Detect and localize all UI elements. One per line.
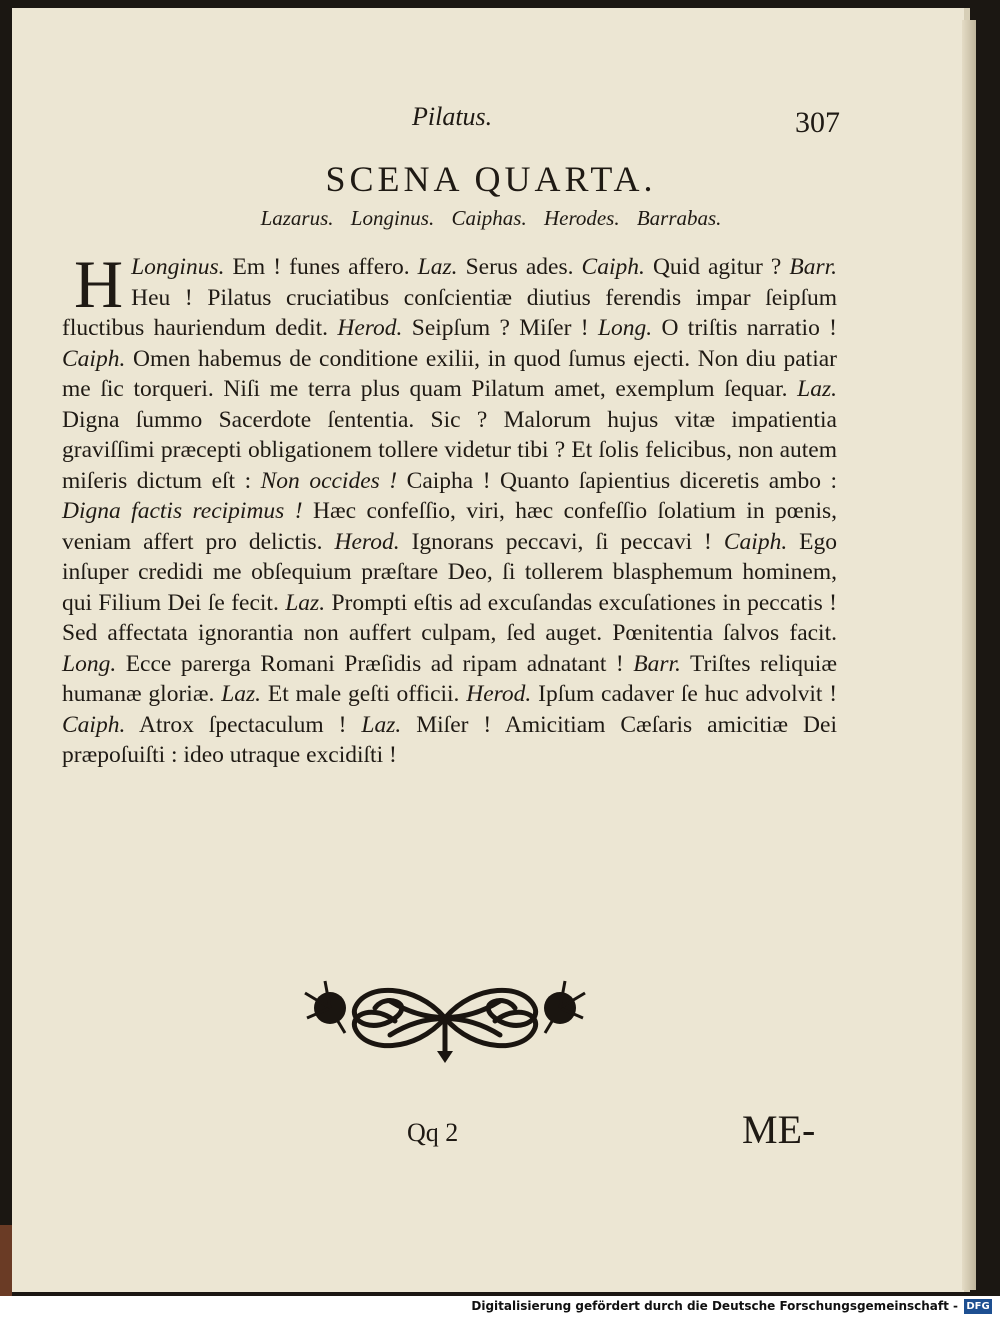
speaker-label: Laz. [797,376,837,402]
speech: Omen habemus de conditione exilii, in quod ſumus ejecti. Non diu patiar me ſic torqueri. Niſi me terra plus quam Pilatum amet, exemplum ſequar. [62,345,837,402]
funding-note: Digitalisierung gefördert durch die Deutsche Forschungsgemeinschaft - [471,1299,958,1313]
speech: Ipſum cadaver ſe huc advolvit ! [538,681,838,707]
speech: O triſtis narratio ! [661,315,838,341]
speaker-label: Caiph. [62,345,126,372]
quotation: Digna factis recipimus ! [62,498,303,524]
speaker-label: Herod. [337,315,403,341]
speaker-label: Longinus. [131,254,225,280]
printers-ornament [295,963,595,1073]
speaker-label: Herod. [334,528,400,555]
speech: Digna ſummo Sacerdote ſententia. Sic ? Malorum hujus vitæ impatientia graviſſimi præcepti obligationem tollere videtur tibi ? Et ſolis felicibus, non autem miſeris dictum eſt : [62,406,837,494]
speech: Ego inſuper credidi me obſequium præſtare Deo, ſi tollerem blasphemum hominem, qui Filium Dei ſe fecit. [62,528,838,616]
speech: Et male geſti officii. [267,681,460,707]
speaker-label: Caiph. [723,528,788,555]
speech: Ecce parerga Romani Præſidis ad ripam adnatant ! [125,650,624,677]
signature-mark: Qq 2 [407,1118,459,1147]
dramatis-personae: Lazarus. Longinus. Caiphas. Herodes. Barrabas. [260,206,722,230]
book-page [12,8,970,1292]
speech: Miſer ! Amicitiam Cæſaris amicitiæ Dei præpoſuiſti : ideo utraque excidiſti ! [62,711,837,768]
speech: Quid agitur ? [652,254,782,280]
drop-capital: H [74,246,124,322]
speaker-label: Long. [62,650,117,677]
speech: Caipha ! Quanto ſapientius diceretis ambo : [406,467,838,494]
speech: Hæc confeſſio, viri, hæc confeſſio ſolatium in pœnis, veniam affert pro delictis. [62,498,838,555]
page-edge [962,20,976,1290]
dfg-logo-icon: DFG [964,1299,992,1314]
speech: Triſtes reliquiæ humanæ gloriæ. [62,650,837,707]
speech: Em ! funes affero. [232,254,410,280]
dialogue-text [62,246,838,771]
speaker-label: Herod. [466,681,532,707]
speech: Ignorans peccavi, ſi peccavi ! [411,528,712,555]
digitization-footer [0,1296,1000,1319]
book-spine [0,1225,12,1305]
speaker-label: Laz. [361,711,402,738]
speaker-label: Laz. [417,254,458,280]
page-number: 307 [795,106,840,139]
speaker-label: Caiph. [62,711,126,738]
speaker-label: Barr. [633,650,681,677]
speech: Heu ! Pilatus cruciatibus conſcientiæ diutius ferendis impar ſeipſum fluctibus hauriendum dedit. [62,284,837,341]
quotation: Non occides ! [260,467,398,494]
speaker-label: Long. [597,315,653,341]
speaker-label: Laz. [221,681,262,707]
catchword: ME- [742,1107,816,1152]
speech: Prompti eſtis ad excuſandas excuſationes in peccatis ! Sed affectata ignorantia non auffert culpam, ſed auget. Pœnitentia ſalvos facit. [62,589,837,646]
speaker-label: Caiph. [581,254,645,280]
speech: Serus ades. [465,254,574,280]
speaker-label: Barr. [789,254,838,280]
speaker-label: Laz. [285,589,326,616]
running-title: Pilatus. [412,102,493,131]
speech: Atrox ſpectaculum ! [139,711,347,738]
scene-title: SCENA QUARTA. [325,159,657,199]
speech: Seipſum ? Miſer ! [411,315,589,341]
